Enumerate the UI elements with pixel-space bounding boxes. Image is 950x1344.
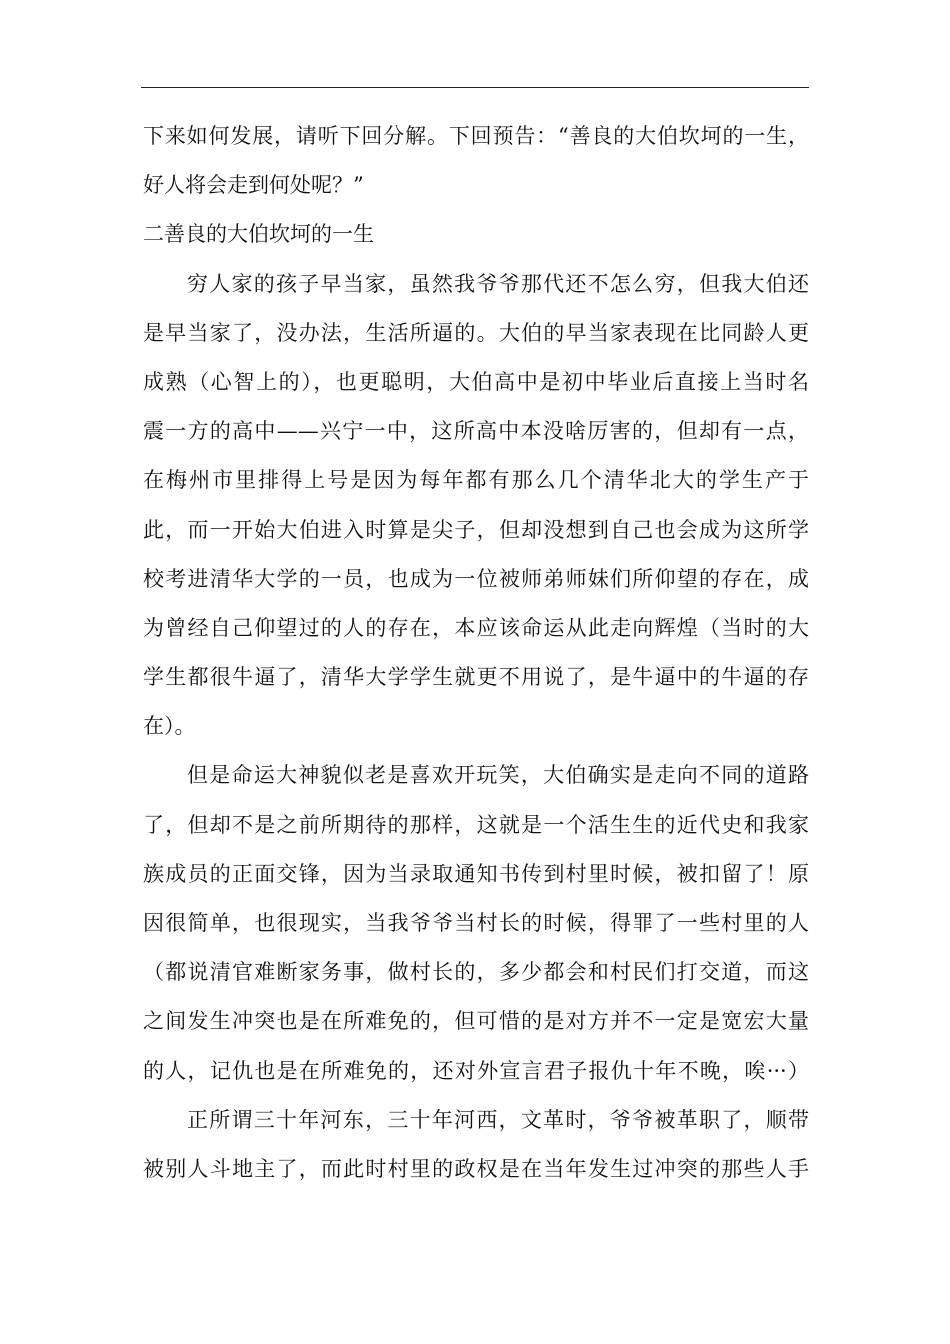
text-line: 为曾经自己仰望过的人的存在，本应该命运从此走向辉煌（当时的大	[143, 615, 809, 640]
text-line: 在）。	[143, 714, 196, 739]
text-line: 震一方的高中——兴宁一中，这所高中本没啥厉害的，但却有一点，	[143, 419, 809, 444]
section-heading: 二善良的大伯坎坷的一生	[143, 222, 374, 247]
text-line: 穷人家的孩子早当家，虽然我爷爷那代还不怎么穷，但我大伯还	[187, 271, 809, 296]
text-line: 好人将会走到何处呢？”	[143, 173, 364, 198]
text-line: 此，而一开始大伯进入时算是尖子，但却没想到自己也会成为这所学	[143, 517, 809, 542]
text-line: （都说清官难断家务事，做村长的，多少都会和村民们打交道，而这	[143, 960, 809, 985]
text-line: 族成员的正面交锋，因为当录取通知书传到村里时候，被扣留了！原	[143, 861, 809, 886]
text-line: 成熟（心智上的），也更聪明，大伯高中是初中毕业后直接上当时名	[143, 369, 809, 394]
text-line: 学生都很牛逼了，清华大学学生就更不用说了，是牛逼中的牛逼的存	[143, 665, 809, 690]
text-line: 下来如何发展，请听下回分解。下回预告：“善良的大伯坎坷的一生，	[143, 124, 809, 148]
text-line: 的人，记仇也是在所难免的，还对外宣言君子报仇十年不晚，唉···）	[143, 1058, 809, 1083]
text-line: 但是命运大神貌似老是喜欢开玩笑，大伯确实是走向不同的道路	[187, 763, 809, 788]
text-line: 被别人斗地主了，而此时村里的政权是在当年发生过冲突的那些人手	[143, 1156, 809, 1181]
text-line: 了，但却不是之前所期待的那样，这就是一个活生生的近代史和我家	[143, 812, 809, 837]
header-rule	[141, 87, 809, 88]
text-line: 正所谓三十年河东，三十年河西，文革时，爷爷被革职了，顺带	[187, 1107, 809, 1132]
text-line: 在梅州市里排得上号是因为每年都有那么几个清华北大的学生产于	[143, 468, 809, 493]
document-body	[143, 112, 809, 1194]
text-line: 是早当家了，没办法，生活所逼的。大伯的早当家表现在比同龄人更	[143, 320, 809, 345]
text-line: 之间发生冲突也是在所难免的，但可惜的是对方并不一定是宽宏大量	[143, 1009, 809, 1034]
text-line: 校考进清华大学的一员，也成为一位被师弟师妹们所仰望的存在，成	[143, 566, 809, 591]
text-line: 因很简单，也很现实，当我爷爷当村长的时候，得罪了一些村里的人	[143, 911, 809, 935]
